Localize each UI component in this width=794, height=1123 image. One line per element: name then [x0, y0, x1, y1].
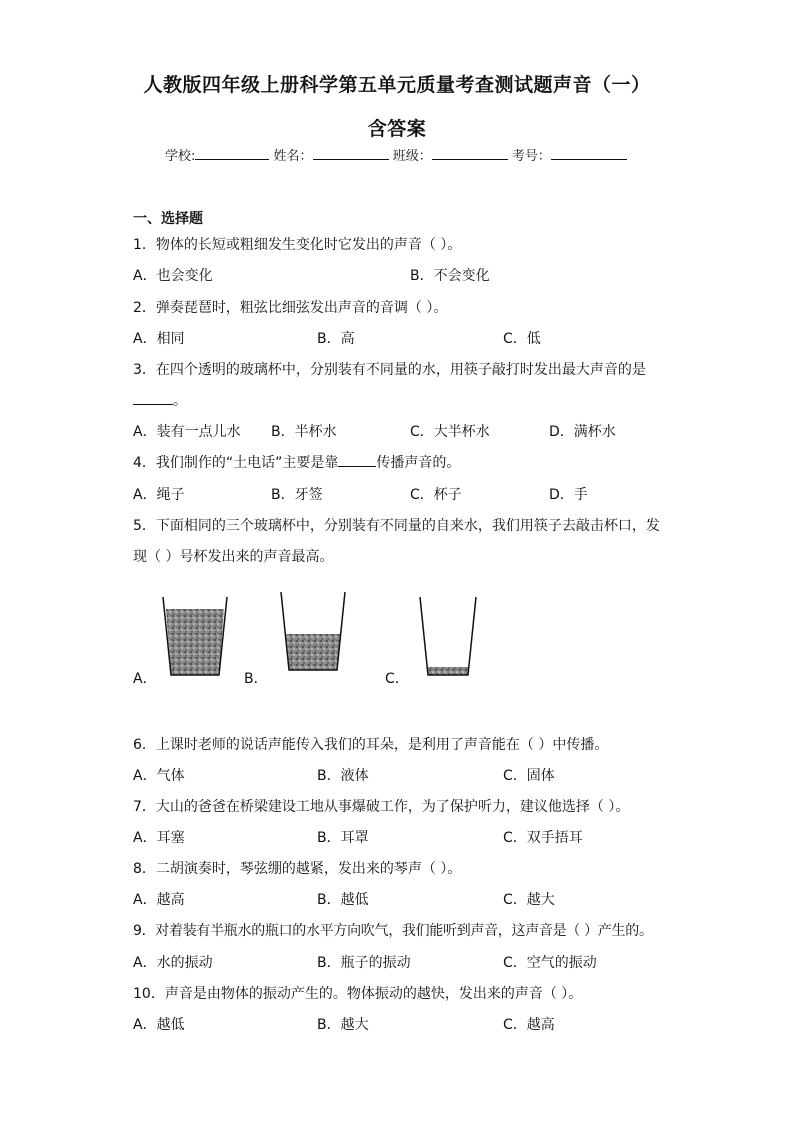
q6-option-b[interactable]: B．液体	[317, 768, 369, 784]
q8-option-a[interactable]: A．越高	[133, 892, 185, 908]
question-1-stem: 1．物体的长短或粗细发生变化时它发出的声音（ ）。	[133, 237, 462, 253]
q5-option-c[interactable]: C．	[385, 671, 409, 687]
name-blank[interactable]	[313, 147, 389, 160]
cup-c-outline	[420, 597, 476, 675]
question-4-stem	[133, 452, 460, 472]
q3-option-d[interactable]: D．满杯水	[549, 424, 616, 440]
q4-answer-blank[interactable]	[338, 454, 376, 467]
q3-option-a[interactable]: A．装有一点儿水	[133, 424, 241, 440]
exam-title-line2: 含答案	[367, 118, 427, 140]
q2-option-b[interactable]: B．高	[317, 331, 355, 347]
q1-option-b[interactable]: B．不会变化	[410, 268, 490, 284]
q8-option-b[interactable]: B．越低	[317, 892, 369, 908]
school-label: 学校:	[165, 149, 196, 164]
question-5-stem-line2: 现（ ）号杯发出来的声音最高。	[133, 549, 334, 565]
q4-stem-start: 4．我们制作的“土电话”主要是靠	[133, 455, 339, 471]
q7-option-c[interactable]: C．双手捂耳	[503, 830, 583, 846]
q4-option-a[interactable]: A．绳子	[133, 487, 185, 503]
q9-option-a[interactable]: A．水的振动	[133, 955, 213, 971]
q6-option-c[interactable]: C．固体	[503, 768, 555, 784]
question-3-blank-line	[133, 390, 187, 410]
q3-option-b[interactable]: B．半杯水	[271, 424, 337, 440]
q3-option-c[interactable]: C．大半杯水	[410, 424, 490, 440]
question-9-stem: 9．对着装有半瓶水的瓶口的水平方向吹气，我们能听到声音，这声音是（ ）产生的。	[133, 923, 653, 939]
cup-b-water	[286, 634, 340, 670]
q2-option-c[interactable]: C．低	[503, 331, 541, 347]
q1-option-a[interactable]: A．也会变化	[133, 268, 213, 284]
number-label: 考号：	[511, 149, 551, 164]
glass-cup-a	[160, 597, 230, 677]
class-label: 班级：	[392, 149, 432, 164]
school-blank[interactable]	[195, 147, 269, 160]
question-6-stem: 6．上课时老师的说话声能传入我们的耳朵，是利用了声音能在（ ）中传播。	[133, 737, 609, 753]
q4-option-c[interactable]: C．杯子	[410, 487, 462, 503]
q5-option-a[interactable]: A．	[133, 671, 157, 687]
number-blank[interactable]	[551, 147, 627, 160]
q7-option-a[interactable]: A．耳塞	[133, 830, 185, 846]
q4-option-d[interactable]: D．手	[549, 487, 588, 503]
q5-option-b[interactable]: B．	[244, 671, 268, 687]
question-10-stem: 10．声音是由物体的振动产生的。物体振动的越快，发出来的声音（ ）。	[133, 986, 583, 1002]
class-blank[interactable]	[432, 147, 508, 160]
cup-c-water	[427, 667, 469, 675]
question-5-stem-line1: 5．下面相同的三个玻璃杯中，分别装有不同量的自来水，我们用筷子去敲击杯口，发	[133, 518, 660, 534]
q9-option-c[interactable]: C．空气的振动	[503, 955, 597, 971]
q6-option-a[interactable]: A．气体	[133, 768, 185, 784]
q10-option-a[interactable]: A．越低	[133, 1017, 185, 1033]
name-label: 姓名：	[273, 149, 313, 164]
glass-cup-c	[417, 597, 479, 677]
question-8-stem: 8．二胡演奏时，琴弦绷的越紧，发出来的琴声（ ）。	[133, 861, 462, 877]
cup-a-water	[166, 609, 224, 675]
q4-stem-end: 传播声音的。	[376, 455, 461, 471]
q4-option-b[interactable]: B．牙签	[271, 487, 323, 503]
question-2-stem: 2．弹奏琵琶时，粗弦比细弦发出声音的音调（ ）。	[133, 300, 448, 316]
student-info-row	[165, 145, 627, 164]
exam-title-line1: 人教版四年级上册科学第五单元质量考查测试题声音（一）	[143, 74, 651, 96]
section-title: 一、选择题	[133, 211, 203, 227]
q2-option-a[interactable]: A．相同	[133, 331, 185, 347]
question-7-stem: 7．大山的爸爸在桥梁建设工地从事爆破工作，为了保护听力，建议他选择（ ）。	[133, 799, 630, 815]
q3-answer-blank[interactable]	[133, 392, 173, 405]
glass-cup-b	[278, 592, 348, 672]
q10-option-c[interactable]: C．越高	[503, 1017, 555, 1033]
q8-option-c[interactable]: C．越大	[503, 892, 555, 908]
q10-option-b[interactable]: B．越大	[317, 1017, 369, 1033]
question-3-stem: 3．在四个透明的玻璃杯中，分别装有不同量的水，用筷子敲打时发出最大声音的是	[133, 362, 646, 378]
q3-stem-end: 。	[173, 393, 187, 409]
q9-option-b[interactable]: B．瓶子的振动	[317, 955, 411, 971]
q7-option-b[interactable]: B．耳罩	[317, 830, 369, 846]
